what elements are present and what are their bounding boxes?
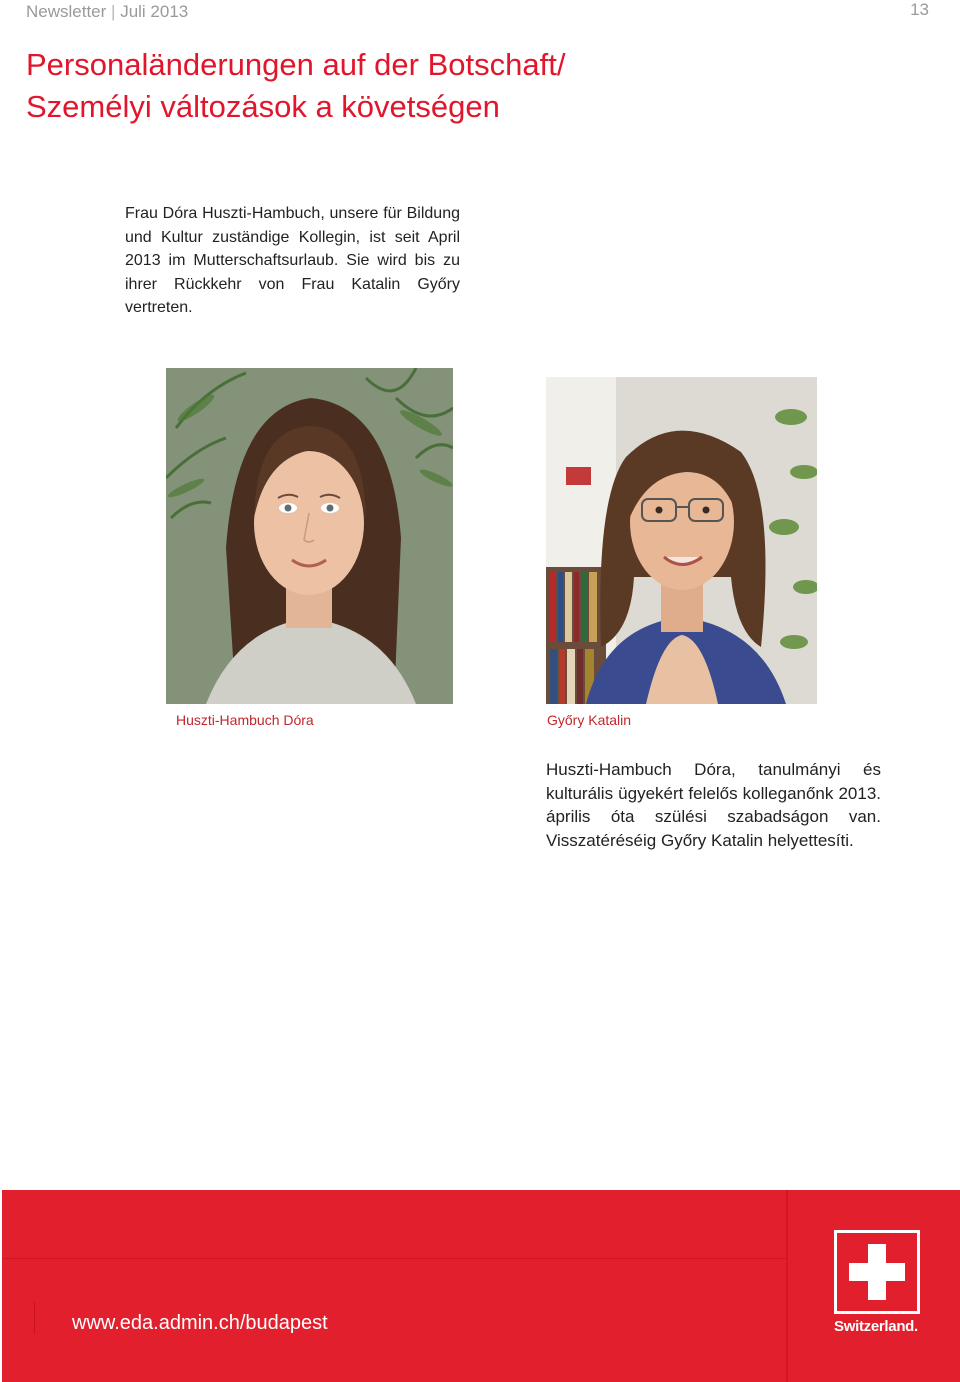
german-paragraph: Frau Dóra Huszti-Hambuch, unsere für Bildung und Kultur zuständige Kollegin, ist seit April 2013 im Mutterschaftsurlaub. Sie wird bis zu ihrer Rückkehr von Frau Katalin Győry vertreten.	[125, 205, 460, 317]
footer-vertical-divider	[786, 1190, 788, 1382]
switzerland-wordmark: Switzerland.	[834, 1318, 918, 1335]
photo-caption-huszti-hambuch: Huszti-Hambuch Dóra	[176, 712, 314, 728]
title-german: Personaländerungen auf der Botschaft/	[26, 47, 566, 82]
newsletter-date: Juli 2013	[120, 2, 189, 21]
page-title	[26, 44, 565, 128]
footer-divider	[2, 1258, 788, 1259]
footer-website-link[interactable]: www.eda.admin.ch/budapest	[72, 1312, 328, 1334]
hungarian-paragraph: Huszti-Hambuch Dóra, tanulmányi és kulturális ügyekért felelős kolleganőnk 2013. április óta szülési szabadságon van. Visszatéréséig Győry Katalin helyettesíti.	[546, 760, 881, 850]
swiss-cross-icon	[834, 1230, 920, 1319]
newsletter-label: Newsletter	[26, 2, 107, 21]
header-separator: |	[111, 2, 116, 21]
page-number: 13	[910, 0, 929, 19]
title-hungarian: Személyi változások a követségen	[26, 89, 500, 124]
portrait-photo-gyory	[546, 377, 817, 704]
newsletter-header	[26, 2, 188, 22]
portrait-photo-huszti-hambuch	[166, 368, 453, 704]
footer-tick	[34, 1302, 35, 1334]
photo-caption-gyory: Győry Katalin	[547, 712, 632, 728]
footer-banner	[2, 1190, 960, 1382]
